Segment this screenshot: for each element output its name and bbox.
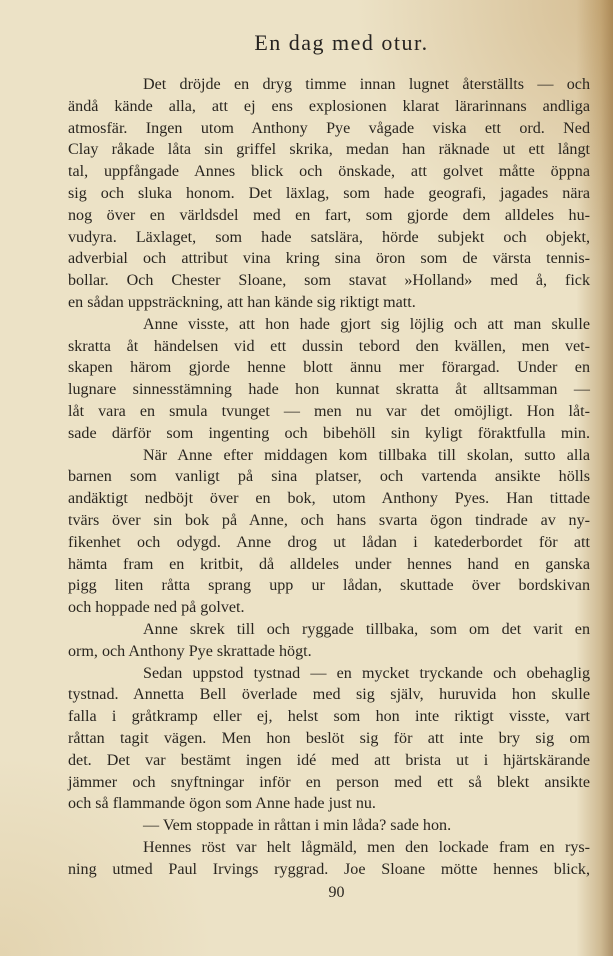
text-line: jämmer och snyftningar inför en person med ett så blekt ansikte [68,773,590,791]
text-line: andäktigt nedböjt över en bok, utom Anthony Pyes. Han tittade [68,490,590,508]
text-line: sade därför som ingenting och bibehöll sin kyligt föraktfulla min. [68,424,590,442]
text-line: och hoppade ned på golvet. [68,599,245,617]
text-line: en sådan uppsträckning, att han kände sig riktigt matt. [68,293,416,311]
chapter-title: En dag med otur. [254,30,429,55]
text-line: hämta fram en kritbit, då alldeles under hennes hand en ganska [68,555,590,573]
text-line: låt vara en smula tvunget — men nu var det omöjligt. Hon låt- [68,402,590,420]
text-line: vudyra. Läxlaget, som hade satslära, hörde subjekt och objekt, [68,228,590,246]
text-line: sig och sluka honom. Det läxlag, som hade geografi, jagades nära [68,184,590,202]
text-line: orm, och Anthony Pye skrattade högt. [68,642,312,660]
text-line: nog över en världsdel med en fart, som gjorde dem alldeles hu- [68,206,590,224]
text-line: lugnare sinnesstämning hade hon kunnat skratta åt alltsamman — [68,381,590,399]
text-line: adverbial och attribut vina kring sina öron som de värsta tennis- [68,250,590,268]
text-line: ändå kände alla, att ej ens explosionen klarat lärarinnans andliga [68,97,590,115]
text-line: pigg liten råtta sprang upp ur lådan, skuttade över bordskivan [68,577,590,595]
text-line: falla i gråtkramp eller ej, helst som hon inte riktigt visste, vart [68,708,590,726]
text-line: ning utmed Paul Irvings ryggrad. Joe Sloane mötte hennes blick, [68,860,590,878]
text-line: atmosfär. Ingen utom Anthony Pye vågade viska ett ord. Ned [68,119,590,137]
text-line: Anne visste, att hon hade gjort sig löjlig och att man skulle [143,315,590,333]
text-line: fikenhet och odygd. Anne drog ut lådan i katederbordet för att [68,533,590,551]
text-line: Clay råkade låta sin griffel skrika, medan han räknade ut ett långt [68,141,590,159]
text-line: det. Det var bestämt ingen idé med att brista ut i hjärtskärande [68,751,590,769]
text-line: skapen härom gjorde henne blott ännu mer förargad. Under en [68,359,590,377]
text-line: När Anne efter middagen kom tillbaka till skolan, sutto alla [143,446,590,464]
text-line: Det dröjde en dryg timme innan lugnet återställts — och [143,76,590,93]
text-line: barnen som vanligt på sina platser, och vartenda ansikte hölls [68,468,590,486]
page-number: 90 [328,884,345,901]
text-line: tal, uppfångade Annes blick och önskade, att golvet måtte öppna [68,163,590,181]
text-line: och så flammande ögon som Anne hade just nu. [68,795,376,813]
body-text [68,74,590,880]
text-line: bollar. Och Chester Sloane, som stavat »Holland» med å, fick [68,272,590,290]
text-line: Anne skrek till och ryggade tillbaka, som om det varit en [143,620,590,638]
text-line: Sedan uppstod tystnad — en mycket tryckande och obehaglig [143,664,590,682]
text-line: — Vem stoppade in råttan i min låda? sade hon. [143,817,452,835]
text-line: råttan tagit vägen. Men hon beslöt sig för att inte bry sig om [68,729,590,747]
text-line: tvärs över sin bok på Anne, och hans svarta ögon tindrade av ny- [68,511,590,529]
text-line: Hennes röst var helt lågmäld, men den lockade fram en rys- [143,838,590,856]
text-line: skratta åt händelsen vid ett dussin tebord den kvällen, men vet- [68,337,590,355]
text-line: tystnad. Annetta Bell överlade med sig själv, huruvida hon skulle [68,686,590,704]
